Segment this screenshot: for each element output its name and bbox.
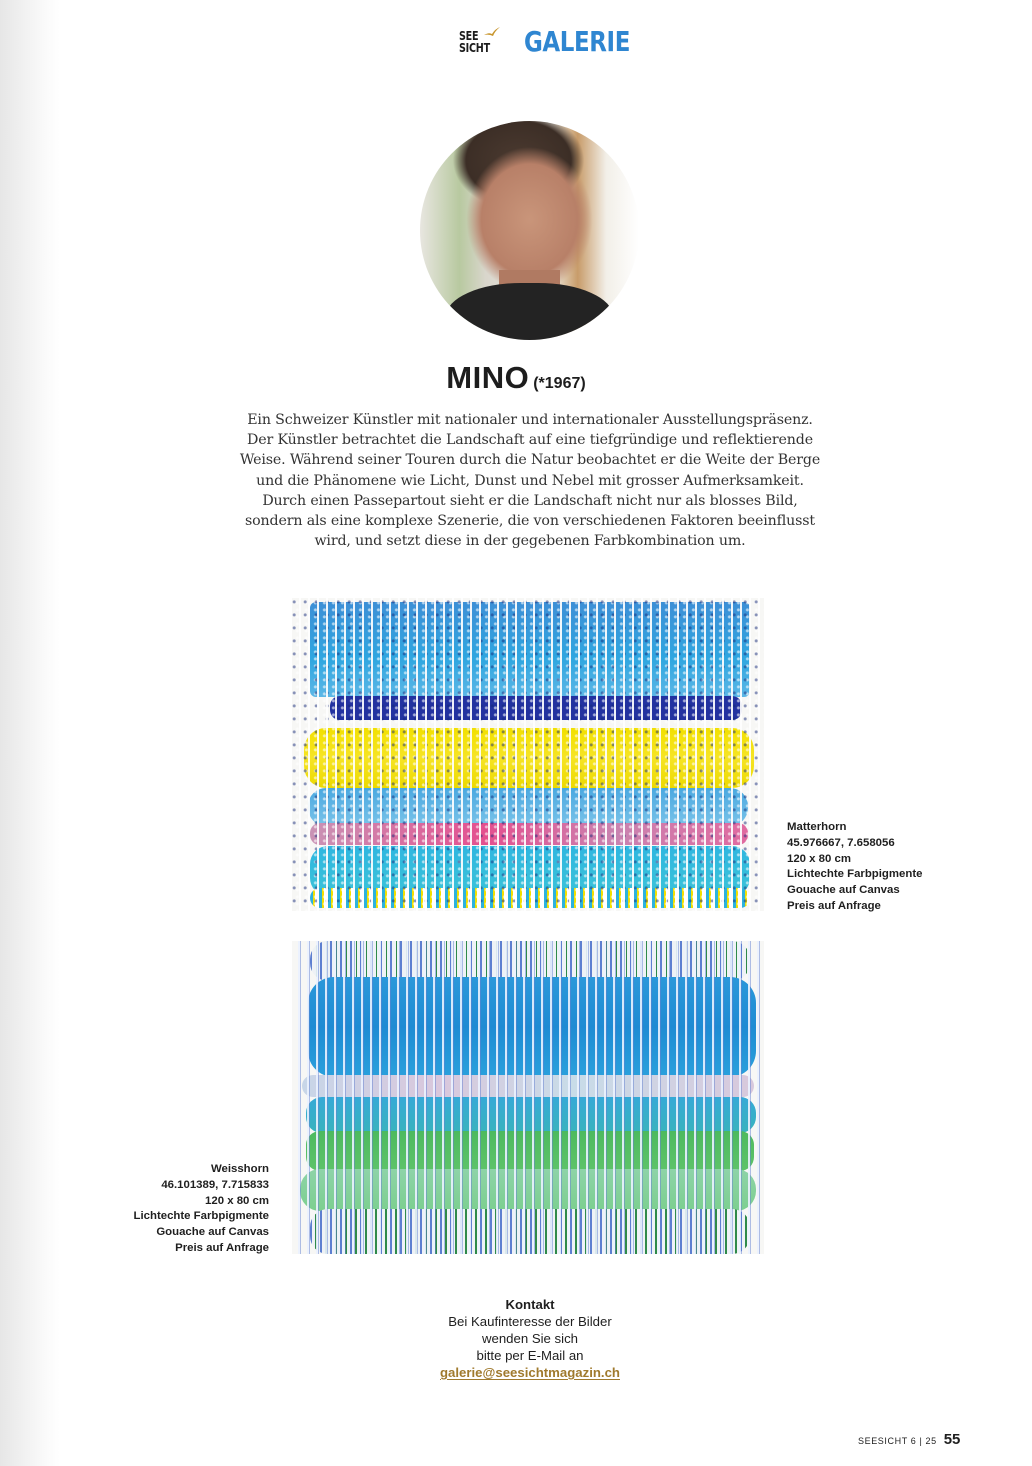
paint-white-drip-lines — [292, 941, 764, 1254]
contact-section — [380, 1296, 680, 1381]
artwork-coordinates: 45.976667, 7.658056 — [787, 836, 895, 849]
contact-email-link[interactable]: galerie@seesichtmagazin.ch — [440, 1365, 620, 1380]
magazine-issue: SEESICHT 6 | 25 — [858, 1436, 937, 1446]
bio-line: Durch einen Passepartout sieht er die Landschaft nicht nur als blosses Bild, — [262, 492, 798, 509]
painting-matterhorn — [292, 598, 764, 911]
artist-name: MINO — [446, 360, 530, 395]
logo-sicht-text: SICHT — [459, 41, 490, 55]
artwork-size: 120 x 80 cm — [787, 852, 851, 865]
bio-line: Der Künstler betrachtet die Landschaft auf eine tiefgründige und reflektierende — [247, 432, 813, 449]
artwork-price: Preis auf Anfrage — [787, 899, 881, 912]
bio-line: und die Phänomene wie Licht, Dunst und Nebel mit grosser Aufmerksamkeit. — [256, 472, 804, 489]
binding-gutter-shadow — [0, 0, 60, 1466]
bio-line: wird, und setzt diese in der gegebenen Farbkombination um. — [314, 533, 746, 550]
seesicht-galerie-logo — [459, 26, 653, 58]
contact-text-line: wenden Sie sich — [481, 1331, 579, 1346]
artist-heading — [0, 360, 1032, 396]
contact-heading: Kontakt — [505, 1297, 555, 1312]
artist-biography — [220, 410, 840, 551]
artwork-medium: Lichtechte Farbpigmente — [787, 868, 923, 881]
artwork-title: Weisshorn — [210, 1163, 269, 1175]
artwork-medium: Lichtechte Farbpigmente — [133, 1210, 269, 1223]
logo-see-text: SEE — [459, 29, 479, 43]
artwork-price: Preis auf Anfrage — [175, 1241, 269, 1254]
paint-white-drip-lines — [292, 598, 764, 911]
artwork-medium: Gouache auf Canvas — [787, 884, 900, 897]
caption-weisshorn — [100, 1162, 269, 1257]
seagull-icon — [483, 26, 501, 38]
portrait-shirt — [446, 283, 612, 340]
artwork-title: Matterhorn — [787, 821, 847, 833]
artwork-coordinates: 46.101389, 7.715833 — [161, 1178, 269, 1191]
page-footer — [858, 1431, 960, 1448]
logo-galerie-text: GALERIE — [523, 25, 630, 58]
artwork-size: 120 x 80 cm — [205, 1194, 269, 1207]
bio-line: Weise. Während seiner Touren durch die Natur beobachtet er die Weite der Berge — [239, 452, 821, 469]
caption-matterhorn — [787, 820, 922, 915]
contact-text-line: bitte per E-Mail an — [476, 1348, 584, 1363]
artwork-medium: Gouache auf Canvas — [156, 1226, 269, 1239]
bio-line: sondern als eine komplexe Szenerie, die von verschiedenen Faktoren beeinflusst — [245, 513, 815, 530]
artist-birth-year: (*1967) — [533, 375, 586, 392]
artist-portrait-photo — [420, 121, 639, 340]
contact-text-line: Bei Kaufinteresse der Bilder — [448, 1314, 612, 1329]
bio-line: Ein Schweizer Künstler mit nationaler und internationaler Ausstellungspräsenz. — [247, 412, 813, 428]
painting-weisshorn — [292, 941, 764, 1254]
page-number: 55 — [943, 1431, 961, 1448]
